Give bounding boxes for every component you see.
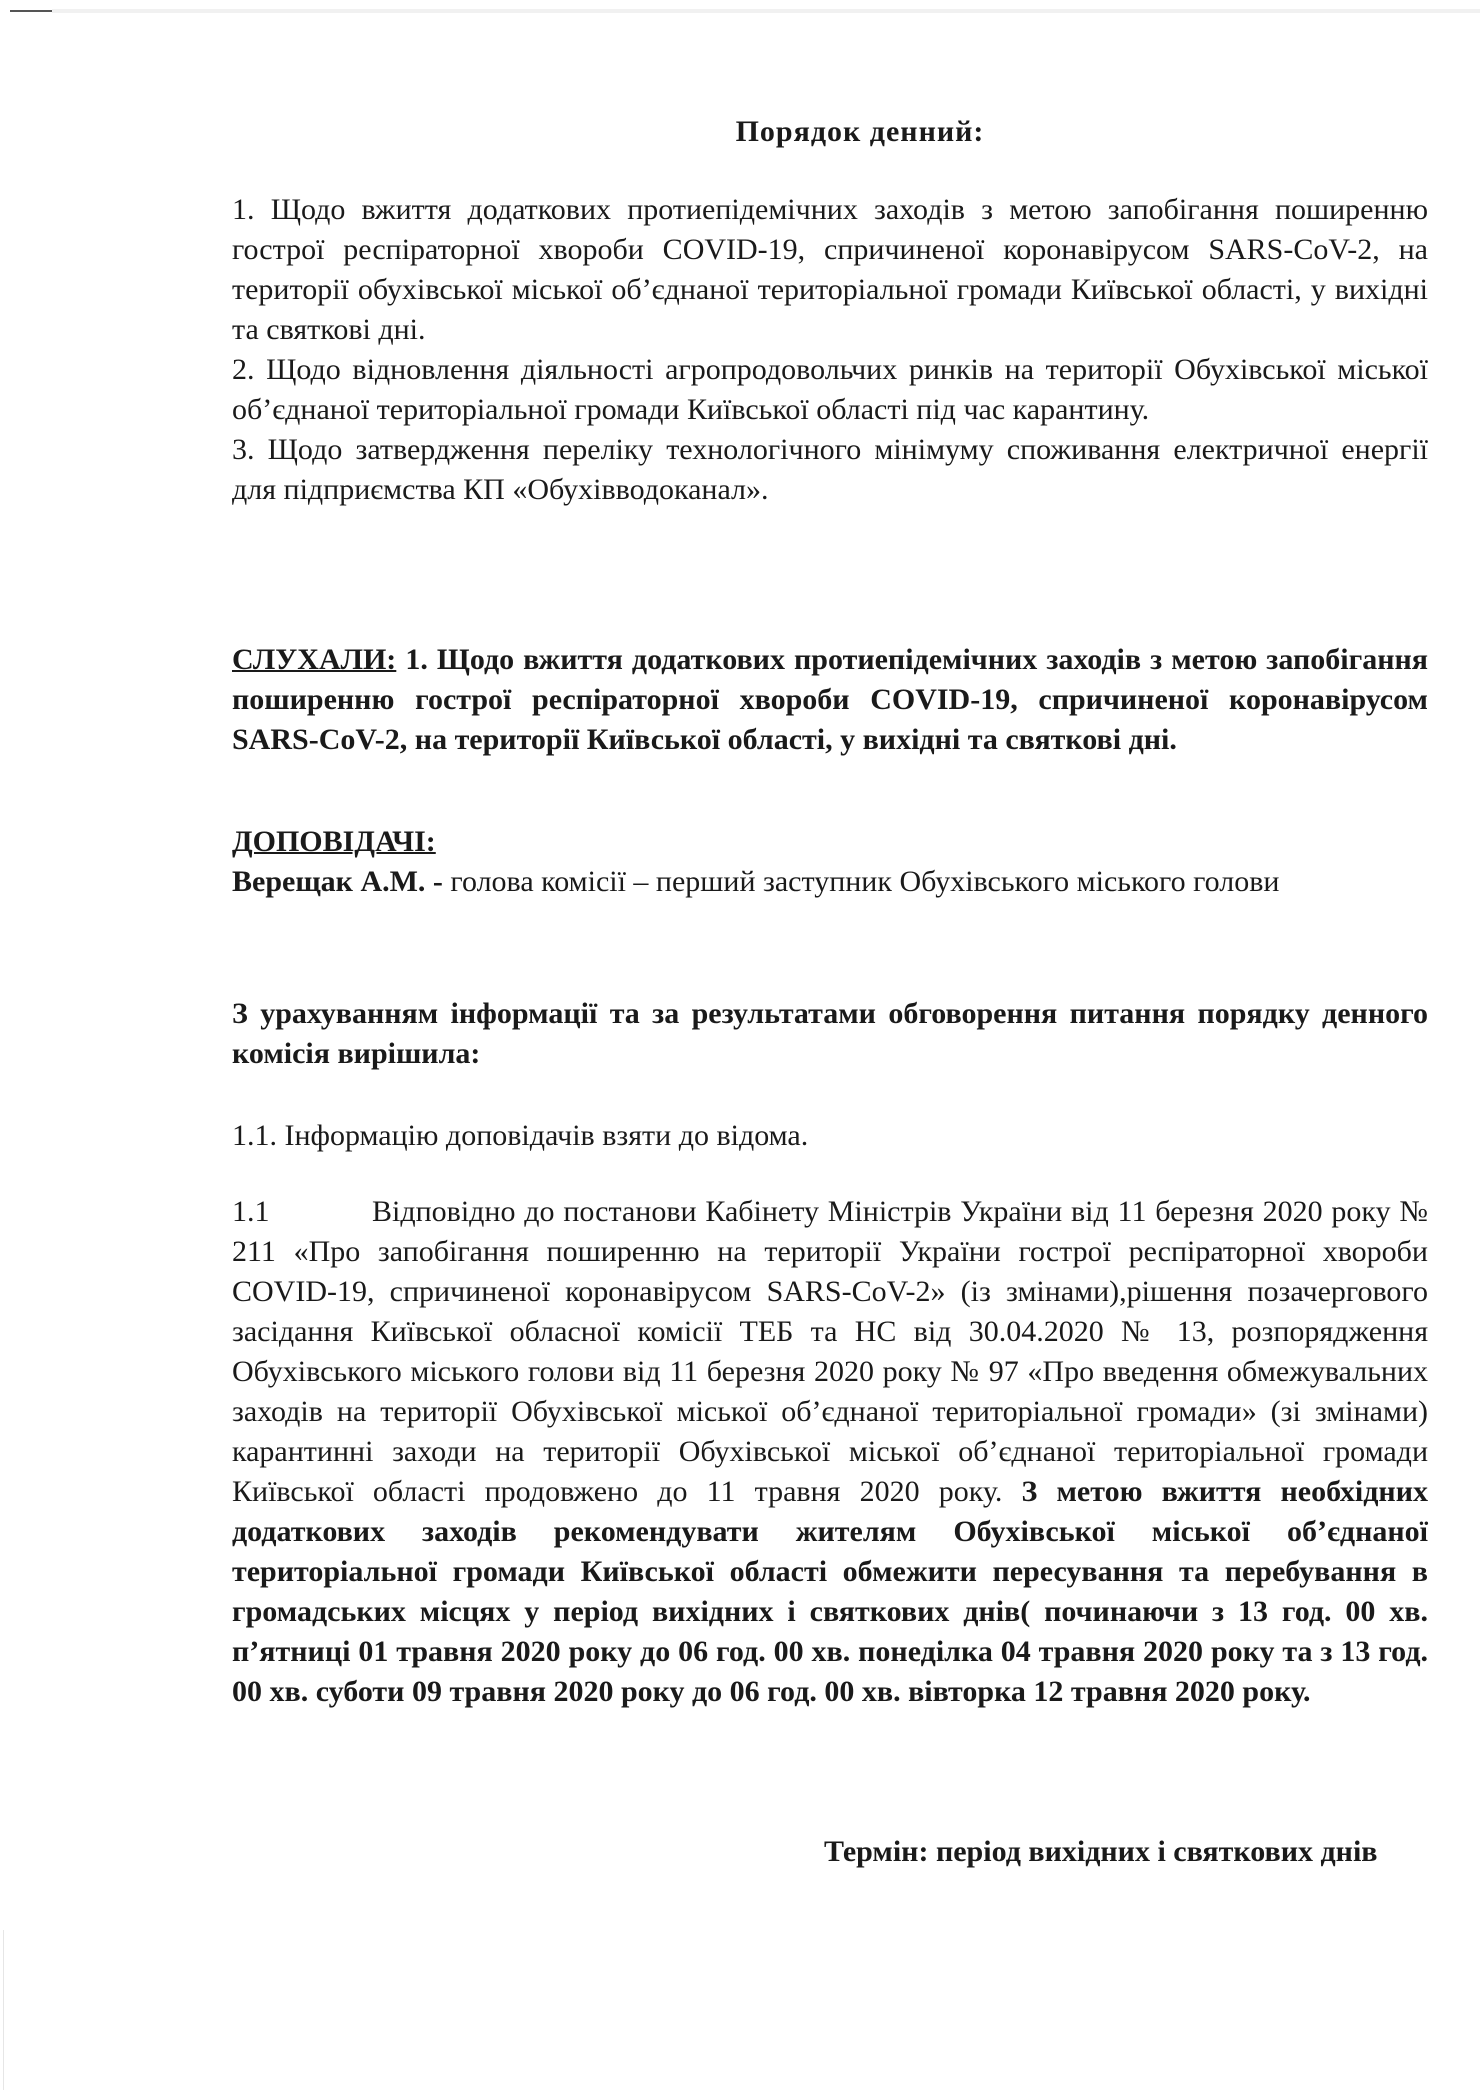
term-text: Термін: період вихідних і святкових днів xyxy=(824,1835,1378,1868)
decision-intro-text: З урахуванням інформації та за результатами обговорення питання порядку денного комісія вирішила: xyxy=(232,997,1428,1070)
decision-item-number: 1.1 xyxy=(232,1195,270,1228)
agenda-item: 1. Щодо вжиття додаткових протиепідемічних заходів з метою запобігання поширенню гострої респіраторної хвороби COVID-19, спричиненої коронавірусом SARS-CoV-2, на території обухівської міської об’єднаної територіальної громади Київської області, у вихідні та святкові дні. xyxy=(232,193,1428,346)
agenda-title: Порядок денний: xyxy=(735,115,985,148)
term-note xyxy=(824,1832,1428,1872)
heard-section xyxy=(232,640,1428,760)
scan-left-edge xyxy=(3,1930,4,2090)
speakers-label: ДОПОВІДАЧІ: xyxy=(232,825,436,858)
agenda-item: 3. Щодо затвердження переліку технологічного мінімуму споживання електричної енергії для підприємства КП «Обухівводоканал». xyxy=(232,433,1428,506)
speakers-section xyxy=(232,822,1428,902)
heard-text: 1. Щодо вжиття додаткових протиепідемічних заходів з метою запобігання поширенню гострої респіраторної хвороби COVID-19, спричиненої коронавірусом SARS-CoV-2, на території Київської області, у вихідні та святкові дні. xyxy=(232,643,1428,756)
scan-edge-mark xyxy=(10,10,52,12)
decision-item-bold-text: З метою вжиття необхідних додаткових заходів рекомендувати жителям Обухівської міської об’єднаної територіальної громади Київської області обмежити пересування та перебування в громадських місцях у період вихідних і святкових днів( починаючи з 13 год. 00 хв. п’ятниці 01 травня 2020 року до 06 год. 00 хв. понеділка 04 травня 2020 року та з 13 год. 00 хв. суботи 09 травня 2020 року до 06 год. 00 хв. вівторка 12 травня 2020 року. xyxy=(232,1475,1429,1708)
speaker-role: голова комісії – перший заступник Обухівського міського голови xyxy=(450,865,1280,898)
decision-item-1-1-b xyxy=(232,1192,1428,1712)
decision-item-text: 1.1. Інформацію доповідачів взяти до відома. xyxy=(232,1119,809,1152)
agenda-list xyxy=(232,190,1428,510)
decision-item-1-1-a xyxy=(232,1116,1428,1156)
speaker-name: Верещак А.М. - xyxy=(232,865,451,898)
agenda-item: 2. Щодо відновлення діяльності агропродовольчих ринків на території Обухівської міської об’єднаної територіальної громади Київської області під час карантину. xyxy=(232,353,1428,426)
heard-label: СЛУХАЛИ: xyxy=(232,643,397,676)
decision-intro xyxy=(232,994,1428,1074)
decision-item-regular-text: Відповідно до постанови Кабінету Міністрів України від 11 березня 2020 року № 211 «Про запобігання поширенню на території України гострої респіраторної хвороби COVID-19, спричиненої коронавірусом SARS-CoV-2» (із змінами),рішення позачергового засідання Київської обласної комісії ТЕБ та НС від 30.04.2020 № 13, розпорядження Обухівського міського голови від 11 березня 2020 року № 97 «Про введення обмежувальних заходів на території Обухівської міської об’єднаної територіальної громади» (зі змінами) карантинні заходи на території Обухівської міської об’єднаної територіальної громади Київської області продовжено до 11 травня 2020 року. xyxy=(232,1195,1428,1508)
scan-edge-haze xyxy=(52,9,1480,13)
